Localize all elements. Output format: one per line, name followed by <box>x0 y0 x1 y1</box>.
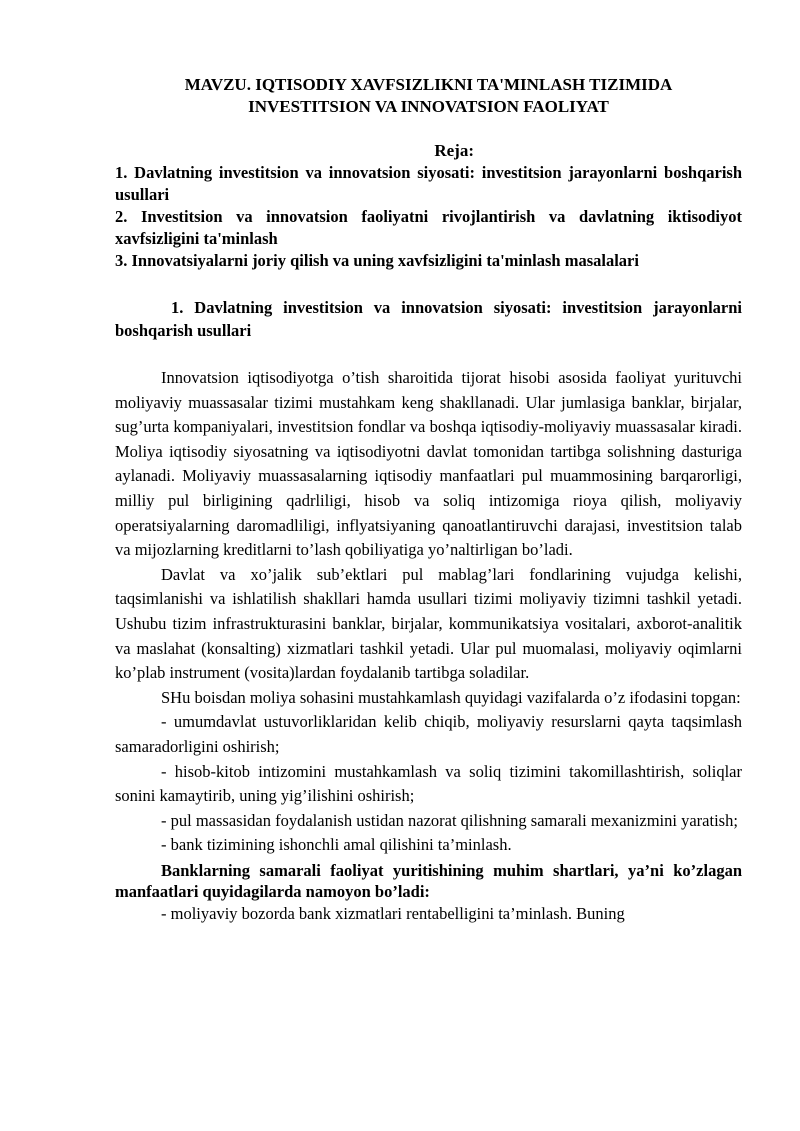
list-item: - umumdavlat ustuvorliklaridan kelib chiqib, moliyaviy resurslarni qayta taqsimlash samaradorligini oshirish; <box>115 712 742 756</box>
title-line-2: INVESTITSION VA INNOVATSION FAOLIYAT <box>248 97 609 116</box>
document-title <box>115 74 742 118</box>
plan-item: 1. Davlatning investitsion va innovatsion siyosati: investitsion jarayonlarni boshqarish usullari <box>115 163 742 204</box>
plan-item: 3. Innovatsiyalarni joriy qilish va uning xavfsizligini ta'minlash masalalari <box>115 251 639 270</box>
paragraph: Innovatsion iqtisodiyotga o’tish sharoitida tijorat hisobi asosida faoliyat yurituvchi moliyaviy muassasalar tizimi mustahkam keng shakllanadi. Ular jumlasiga banklar, birjalar, sug’urta kompaniyalari, investitsion fondlar va boshqa iqtisodiy-moliyaviy muassasalar kiradi. Moliya iqtisodiy siyosatning va iqtisodiyotni davlat tomonidan tartibga solishning dasturiga aylanadi. Moliyaviy muassasalarning iqtisodiy manfaatlari pul muammosining barqarorligi, milliy pul birligining qadrliligi, hisob va soliq intizomiga rioya qilish, moliyaviy operatsiyalarning daromadliligi, inflyatsiyaning qanoatlantiruvchi darajasi, investitsion talab va mijozlarning kreditlarni to’lash qobiliyatiga yo’naltirligan bo’ladi. <box>115 368 742 560</box>
plan-list <box>115 162 742 272</box>
paragraph: Davlat va xo’jalik sub’ektlari pul mablag’lari fondlarining vujudga kelishi, taqsimlanishi va ishlatilish shakllari hamda usullari tizimi moliyaviy tizimni tashkil yetadi. Ushubu tizim infrastrukturasini banklar, birjalar, kommunikatsiya vositalari, axborot-analitik va maslahat (konsalting) xizmatlari tashkil yetadi. Ular pul muomalasi, moliyaviy oqimlarni ko’plab instrument (vosita)lardan foydalanib tartibga soladilar. <box>115 564 742 683</box>
list-item: - pul massasidan foydalanish ustidan nazorat qilishning samarali mexanizmini yaratish; <box>161 810 738 830</box>
plan-item: 2. Investitsion va innovatsion faoliyatni rivojlantirish va davlatning iktisodiyot xavfsizligini ta'minlash <box>115 207 742 248</box>
list-item: - hisob-kitob intizomini mustahkamlash va soliq tizimini takomillashtirish, soliqlar sonini kamaytirib, uning yig’ilishini oshirish; <box>115 761 742 806</box>
list-item: - bank tizimining ishonchli amal qilishini ta’minlash. <box>161 835 512 855</box>
plan-heading: Reja: <box>434 141 474 160</box>
bold-paragraph: Banklarning samarali faoliyat yuritishining muhim shartlari, ya’ni ko’zlagan manfaatlari quyidagilarda namoyon bo’ladi: <box>115 860 742 901</box>
paragraph: SHu boisdan moliya sohasini mustahkamlash quyidagi vazifalarda o’z ifodasini topgan: <box>161 687 741 707</box>
document-page <box>115 74 742 926</box>
document-body <box>115 366 742 926</box>
title-line-1: MAVZU. IQTISODIY XAVFSIZLIKNI TA'MINLASH TIZIMIDA <box>184 75 673 94</box>
list-item: - moliyaviy bozorda bank xizmatlari rentabelligini ta’minlash. Buning <box>161 903 625 923</box>
section-heading: 1. Davlatning investitsion va innovatsion siyosati: investitsion jarayonlarni boshqarish usullari <box>115 298 742 340</box>
